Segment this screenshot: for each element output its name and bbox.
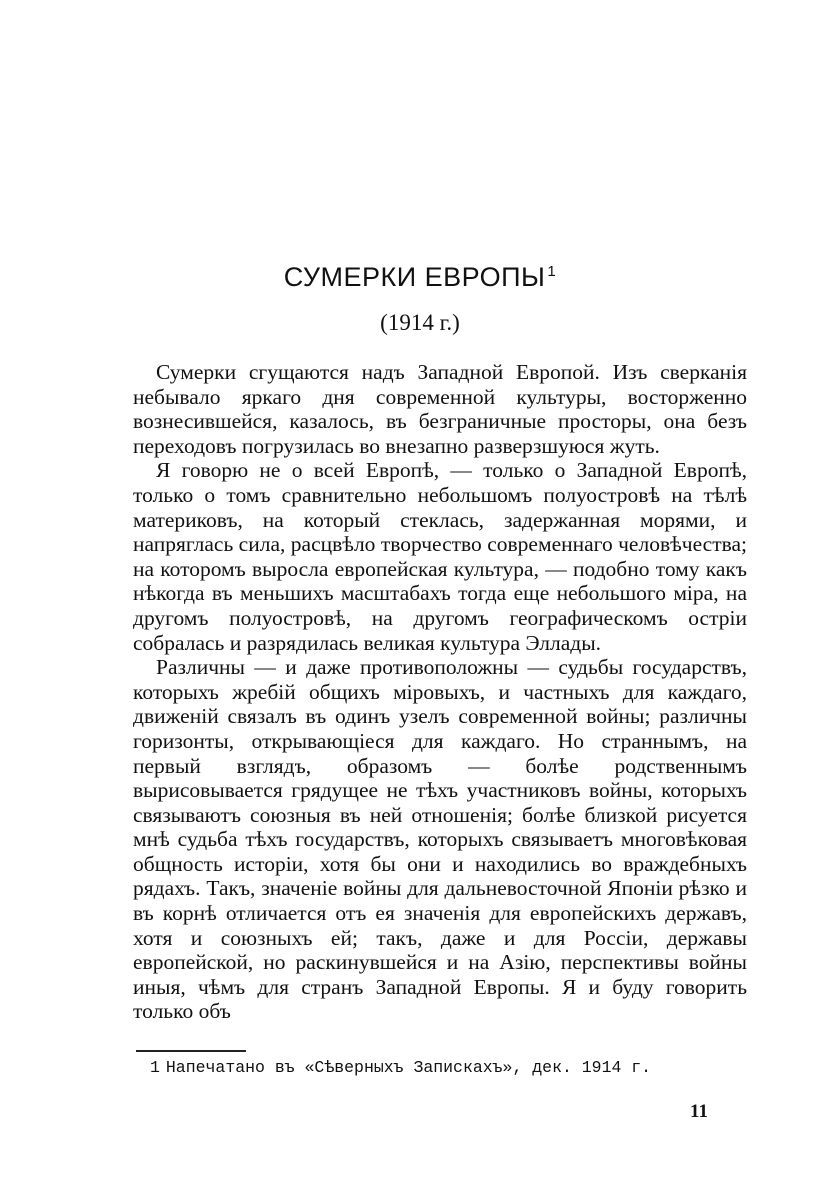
footnote-text: Напечатано въ «Сѣверныхъ Запискахъ», дек. 1914 г. [165,1058,652,1077]
paragraph-3: Различны — и даже противоположны — судьбы государствъ, которыхъ жребій общихъ міровыхъ, и частныхъ для каждаго, движеній связалъ въ одинъ узелъ современной войны; различны горизонты, открывающіеся для каждаго. Но страннымъ, на первый взглядъ, образомъ — болѣе родственнымъ вырисовывается грядущее не тѣхъ участниковъ войны, которыхъ связываютъ союзныя въ ней отношенія; болѣе близкой рисуется мнѣ судьба тѣхъ государствъ, которыхъ связываетъ многовѣковая общность исторіи, хотя бы они и находились во враждебныхъ рядахъ. Такъ, значеніе войны для дальневосточной Японіи рѣзко и въ корнѣ отличается отъ ея значенія для европейскихъ державъ, хотя и союзныхъ ей; такъ, даже и для Россіи, державы европейской, но раскинувшейся и на Азію, перспективы войны иныя, чѣмъ для странъ Западной Европы. Я и буду говорить только объ [133,655,747,1024]
paragraph-2: Я говорю не о всей Европѣ, — только о Западной Европѣ, только о томъ сравнительно небольшомъ полуостровѣ на тѣлѣ материковъ, на который стеклась, задержанная морями, и напряглась сила, расцвѣло творчество современнаго человѣчества; на которомъ выросла европейская культура, — подобно тому какъ нѣкогда въ меньшихъ масштабахъ тогда еще небольшого міра, на другомъ полуостровѣ, на другомъ географическомъ остріи собралась и разрядилась великая культура Эллады. [133,458,747,655]
footnote-divider [136,1050,246,1052]
footnote-mark: 1 [150,1058,160,1077]
page-number: 11 [690,1101,708,1122]
chapter-title [0,262,840,293]
chapter-date: (1914 г.) [380,310,460,335]
chapter-title-text: СУМЕРКИ ЕВРОПЫ [283,262,546,292]
paragraph-1: Сумерки сгущаются надъ Западной Европой. Изъ сверканія небывало яркаго дня современной культуры, восторженно вознесившейся, казалось, въ безграничные просторы, она безъ переходовъ погрузилась во внезапно разверзшуюся жуть. [133,360,747,458]
body-text [133,360,747,1024]
title-footnote-mark: 1 [547,263,557,280]
footnote [150,1058,651,1077]
